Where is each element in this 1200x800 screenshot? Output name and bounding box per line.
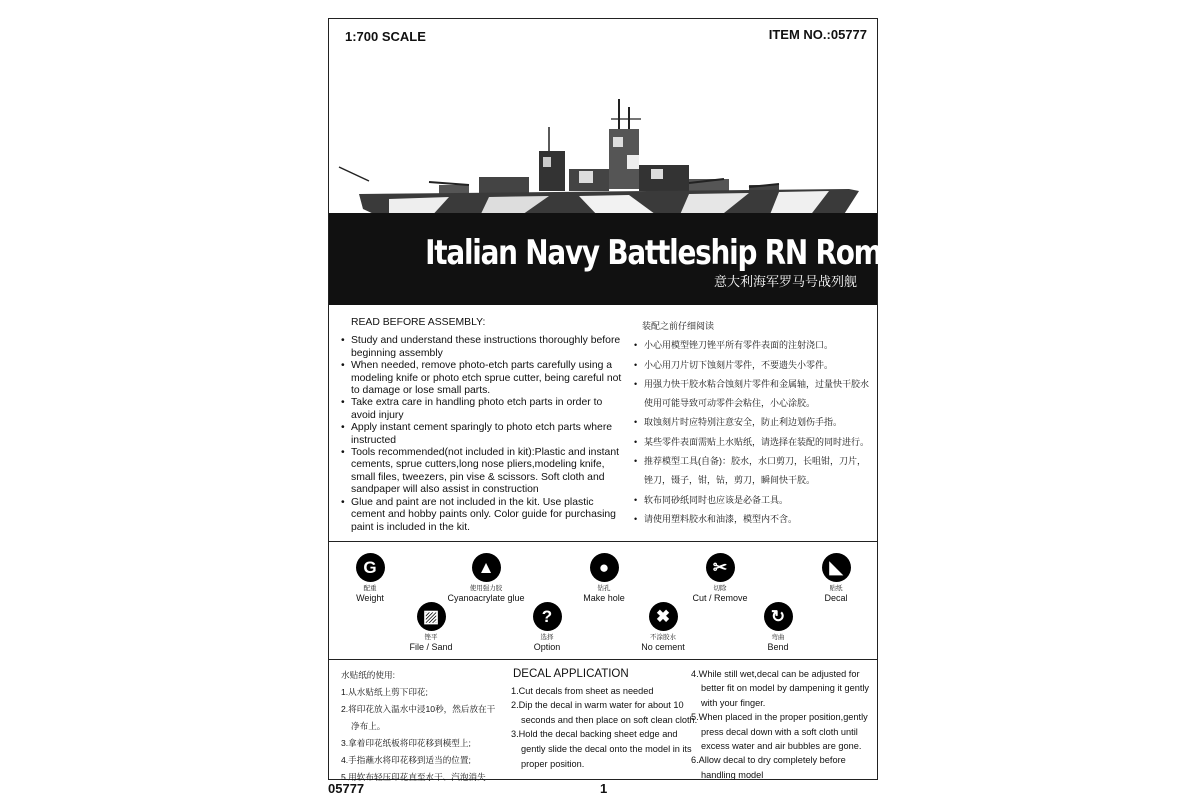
decal-instructions-zh [341,667,501,786]
read-before-heading: READ BEFORE ASSEMBLY: [351,317,486,328]
read-before-zh-heading: 装配之前仔细阅读 [642,321,715,331]
symbol-label-zh: 使用强力胶 [469,585,503,592]
divider [329,659,877,660]
list-item: • 取蚀刻片时应特别注意安全，防止利边划伤手指。 [634,413,874,432]
decal-heading: DECAL APPLICATION [513,668,629,680]
title-banner [329,213,981,305]
list-item: • 用强力快干胶水粘合蚀刻片零件和金属轴，过量快干胶水使用可能导致可动零件会粘住，小心涂胶。 [634,375,874,414]
symbol-cut [675,553,765,604]
symbol-bend [733,602,823,653]
file-icon: ▨ [417,602,446,631]
list-item: 5.When placed in the proper position,gently press decal down with a soft cloth until excess water and air bubbles are gone. [691,712,868,752]
option-icon: ? [533,602,562,631]
read-before-en [339,317,629,534]
list-item: • 小心用刀片切下蚀刻片零件，不要遗失小零件。 [634,356,874,375]
read-before-list [339,335,629,534]
symbol-label-zh: 弯曲 [771,634,785,641]
symbol-no-cement [618,602,708,653]
list-item: 4.手指蘸水将印花移到适当的位置; [341,755,471,765]
symbol-label-en: No cement [641,642,685,652]
symbol-option [502,602,592,653]
list-item: • 推荐模型工具(自备)：胶水，水口剪刀，长咀钳，刀片，锉刀，镊子，钳，钻，剪刀，瞬间快干胶。 [634,452,874,491]
symbol-drill [559,553,649,604]
symbol-label-en: Bend [767,642,789,652]
item-number: ITEM NO.:05777 [768,27,867,42]
page-title: Italian Navy Battleship RN Roma 1943 [425,233,981,273]
symbol-label-zh: 选择 [540,634,554,641]
decal-zh-heading: 水贴纸的使用: [341,670,395,680]
symbol-file [386,602,476,653]
page-subtitle-zh: 意大利海军罗马号战列舰 [713,274,857,289]
symbol-label-en: Cyanoacrylate glue [447,593,525,603]
symbol-label-zh: 贴纸 [829,585,843,592]
list-item: • Study and understand these instructions thoroughly before beginning assembly [339,335,629,360]
decal-instructions-en [511,667,701,771]
symbol-label-zh: 钻孔 [597,585,611,592]
symbol-label-en: Cut / Remove [692,593,748,603]
symbol-label-zh: 切除 [713,585,727,592]
list-item: • Glue and paint are not included in the kit. Use plastic cement and hobby paints only. Color guide for purchasing paint is included in the kit. [339,497,629,534]
list-item: 1.从水贴纸上剪下印花; [341,687,428,697]
ship-illustration [329,59,877,231]
symbol-weight [325,553,415,604]
symbol-glue [441,553,531,604]
list-item: • Apply instant cement sparingly to photo etch parts where instructed [339,422,629,447]
list-item: 2.Dip the decal in warm water for about 10 seconds and then place on soft clean cloth. [511,700,698,725]
list-item: • Take extra care in handling photo etch parts in order to avoid injury [339,397,629,422]
page-number: 1 [600,781,608,796]
symbol-label-zh: 不涂胶水 [650,634,676,641]
symbol-label-en: Option [533,642,561,652]
read-before-section [329,307,877,543]
cut-icon: ✂ [706,553,735,582]
list-item: 2.将印花放入温水中浸10秒，然后放在干净布上。 [341,704,496,731]
scale-label: 1:700 SCALE [345,29,426,44]
bend-icon: ↻ [764,602,793,631]
list-item: 5.用软布轻压印花直至水干、汽泡消失 [341,772,486,782]
list-item: 6.Allow decal to dry completely before handling model [691,755,846,780]
list-item: 3.拿着印花纸板将印花移到模型上; [341,738,471,748]
divider [329,541,877,542]
symbol-label-zh: 配重 [363,585,377,592]
list-item: • When needed, remove photo-etch parts carefully using a modeling knife or photo etch sprue cutter, being careful not to damage or lose small parts. [339,360,629,397]
symbol-label-en: File / Sand [409,642,453,652]
list-item: • 软布同砂纸同时也应该是必备工具。 [634,491,874,510]
list-item: 3.Hold the decal backing sheet edge and gently slide the decal onto the model in its proper position. [511,729,692,769]
no-cement-icon: ✖ [649,602,678,631]
symbol-label-en: Make hole [583,593,625,603]
glue-icon: ▲ [472,553,501,582]
symbol-label-en: Decal [824,593,848,603]
decal-icon: ◣ [822,553,851,582]
decal-instructions-en-cont [691,667,876,782]
list-item: • Tools recommended(not included in kit):Plastic and instant cements, sprue cutters,long nose pliers,modeling knife, small files, tweezers, pin vise & scissors. Soft cloth and sandpaper will also assist in construction [339,447,629,497]
symbol-decal [791,553,881,604]
drill-icon: ● [590,553,619,582]
instruction-sheet [328,18,981,782]
read-before-zh [634,317,874,529]
list-item: • 请使用塑料胶水和油漆，模型内不含。 [634,510,874,529]
weight-icon: G [356,553,385,582]
list-item: 4.While still wet,decal can be adjusted for better fit on model by dampening it gently with your finger. [691,669,870,708]
symbol-label-en: Weight [356,593,384,603]
read-before-zh-list [634,336,874,529]
list-item: • 小心用模型锉刀锉平所有零件表面的注射浇口。 [634,336,874,355]
footer-item-code: 05777 [328,781,365,796]
list-item: 1.Cut decals from sheet as needed [511,685,654,696]
symbol-label-zh: 锉平 [424,634,438,641]
list-item: • 某些零件表面需贴上水贴纸，请选择在装配的同时进行。 [634,433,874,452]
